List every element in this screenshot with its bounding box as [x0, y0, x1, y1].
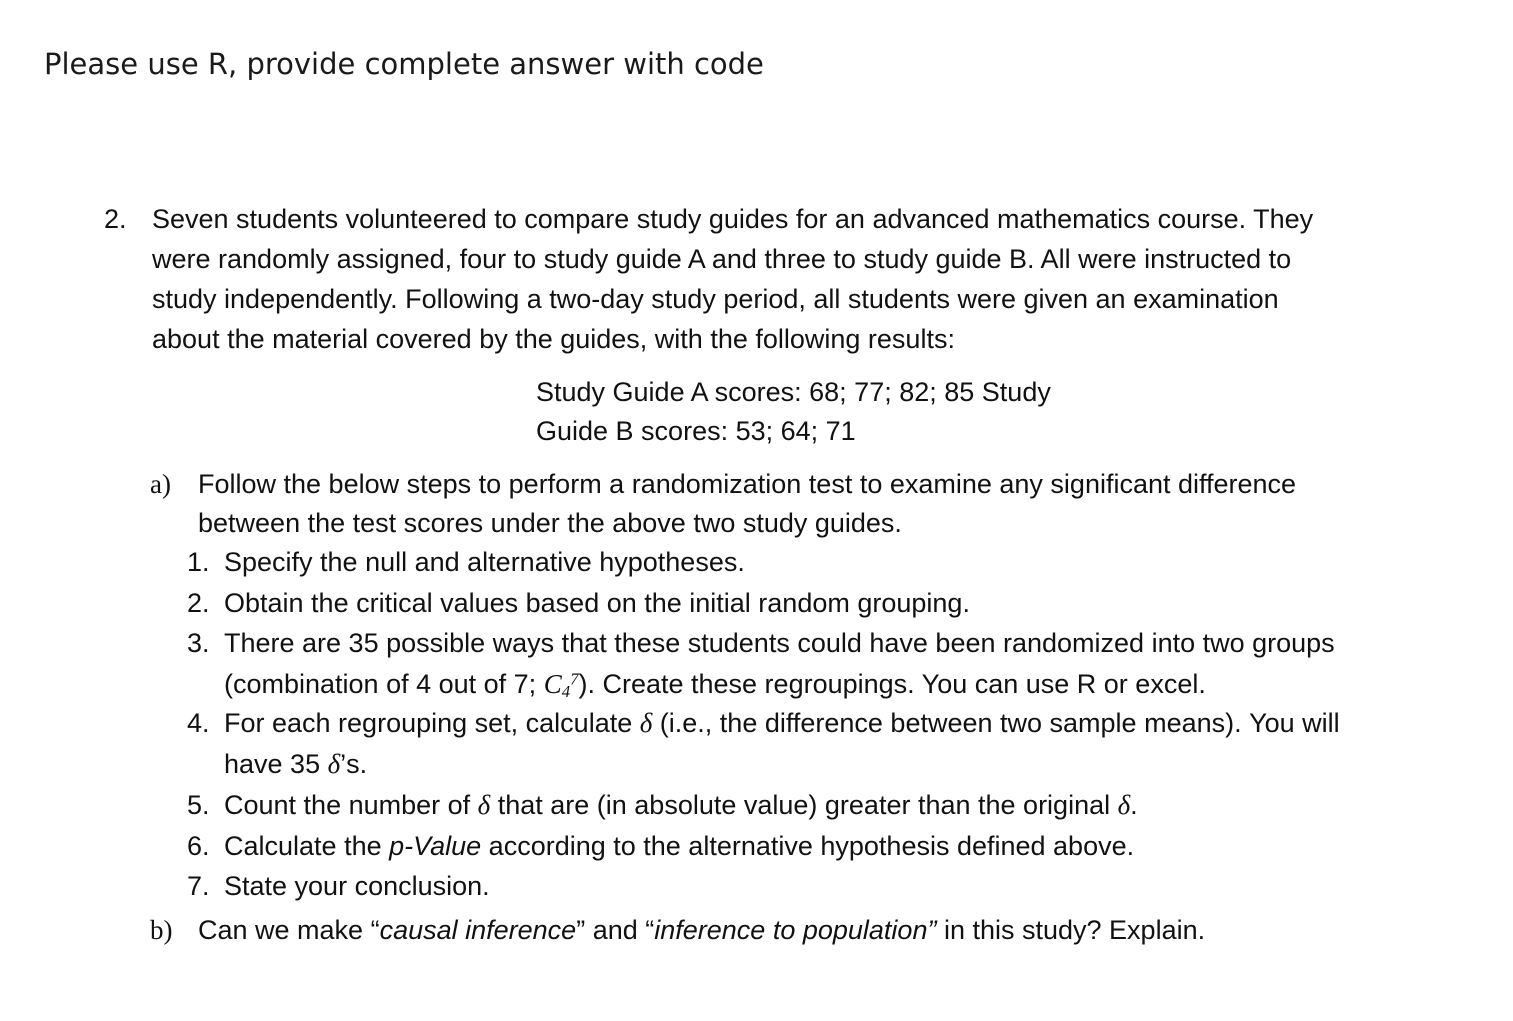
step-1-text: Specify the null and alternative hypotheses.	[224, 547, 745, 577]
step-7-text: State your conclusion.	[224, 871, 490, 901]
step-1-number: 1.	[187, 547, 210, 577]
part-a-line-2: between the test scores under the above two study guides.	[198, 508, 902, 538]
step-5-text: Count the number of δ that are (in absolute value) greater than the original δ.	[224, 790, 1138, 820]
delta-symbol: δ	[1117, 790, 1131, 820]
question-line-2: were randomly assigned, four to study guide A and three to study guide B. All were instructed to	[152, 244, 1292, 274]
step-6-text: Calculate the p-Value according to the alternative hypothesis defined above.	[224, 831, 1135, 861]
question-number: 2.	[104, 204, 127, 234]
step-3-number: 3.	[187, 628, 210, 658]
step-5-number: 5.	[187, 790, 210, 820]
request-text: Please use R, provide complete answer with code	[44, 47, 764, 81]
delta-symbol: δ	[639, 708, 653, 738]
step-3-line-1: There are 35 possible ways that these students could have been randomized into two groups	[224, 628, 1335, 658]
combination-symbol: $C_4^7$	[543, 669, 579, 702]
question-line-3: study independently. Following a two-day study period, all students were given an examination	[152, 284, 1279, 314]
delta-symbol: δ	[477, 790, 491, 820]
delta-symbol: δ	[327, 749, 341, 779]
scores-line-1: Study Guide A scores: 68; 77; 82; 85 Study	[536, 377, 1051, 407]
step-4-line-1: For each regrouping set, calculate δ (i.e., the difference between two sample means). You will	[224, 708, 1340, 738]
question-line-1: Seven students volunteered to compare study guides for an advanced mathematics course. They	[152, 204, 1314, 234]
step-2-text: Obtain the critical values based on the initial random grouping.	[224, 588, 970, 618]
part-a-label: a)	[150, 469, 171, 499]
step-7-number: 7.	[187, 871, 210, 901]
step-4-line-2: have 35 δ’s.	[224, 749, 368, 779]
step-2-number: 2.	[187, 588, 210, 618]
question-line-4: about the material covered by the guides, with the following results:	[152, 324, 955, 354]
step-3-line-2: (combination of 4 out of 7; $C_4^7$). Create these regroupings. You can use R or excel.	[224, 669, 1206, 702]
part-a-line-1: Follow the below steps to perform a randomization test to examine any significant difference	[198, 469, 1297, 499]
step-6-number: 6.	[187, 831, 210, 861]
part-b-text: Can we make “causal inference” and “inference to population” in this study? Explain.	[198, 915, 1206, 945]
part-b-label: b)	[150, 915, 173, 945]
scores-line-2: Guide B scores: 53; 64; 71	[536, 416, 856, 446]
step-4-number: 4.	[187, 708, 210, 738]
